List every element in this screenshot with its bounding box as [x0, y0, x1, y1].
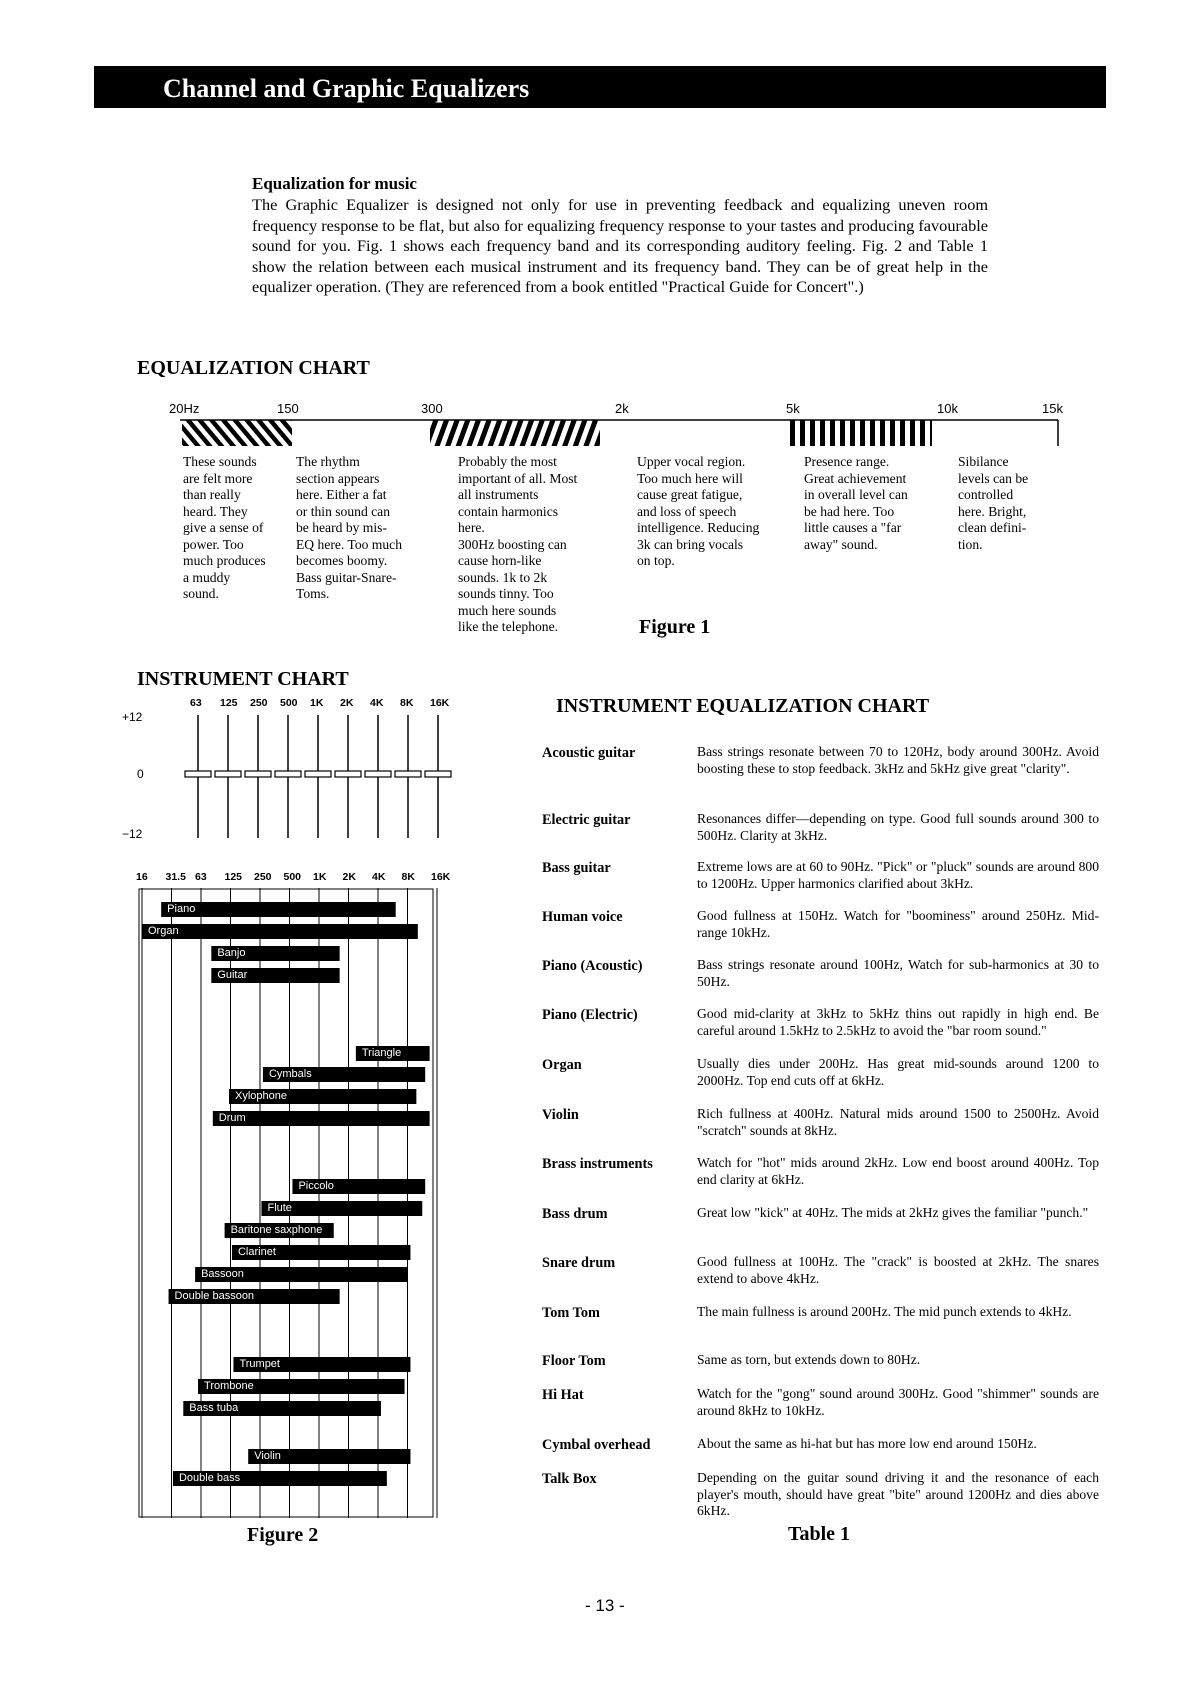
instrument-range-label: Flute	[263, 1202, 295, 1214]
figure-1-caption: Figure 1	[639, 616, 711, 638]
band-mid	[430, 420, 600, 446]
instrument-name: Organ	[542, 1057, 582, 1073]
instrument-range-bar	[142, 924, 418, 939]
instrument-range-label: Organ	[144, 925, 183, 937]
instrument-description: Good mid-clarity at 3kHz to 5kHz thins out rapidly in high end. Be careful around 1.5kHz to 2.5kHz to avoid the "bar room sound."	[697, 1006, 1099, 1038]
band-desc-5: Presence range. Great achievement in overall level can be had here. Too little causes a "far away" sound.	[804, 454, 908, 552]
instrument-range-label: Clarinet	[234, 1246, 280, 1258]
instrument-name: Tom Tom	[542, 1305, 600, 1321]
instrument-description: Depending on the guitar sound driving it and the resonance of each player's mouth, should have great "bite" around 1200Hz and dies above 6kHz.	[697, 1470, 1099, 1518]
freq-label-300: 300	[421, 401, 443, 416]
instrument-range-label: Piano	[163, 903, 199, 915]
instrument-description: About the same as hi-hat but has more low end around 150Hz.	[697, 1436, 1037, 1451]
instrument-name: Floor Tom	[542, 1353, 606, 1369]
db-label-plus12: +12	[122, 710, 143, 724]
band-desc-4: Upper vocal region. Too much here will cause great fatigue, and loss of speech intelligence. Reducing 3k can bring vocals on top.	[637, 454, 760, 568]
instrument-description: Good fullness at 100Hz. The "crack" is boosted at 2kHz. The snares extend to above 4kHz.	[697, 1254, 1099, 1286]
range-freq-label: 31.5	[165, 871, 186, 883]
instrument-name: Piano (Electric)	[542, 1007, 638, 1023]
freq-label-20hz: 20Hz	[169, 401, 200, 416]
range-freq-label: 4K	[372, 871, 386, 883]
range-freq-label: 16	[136, 871, 148, 883]
freq-label-2k: 2k	[615, 401, 629, 416]
instrument-range-label: Double bassoon	[171, 1290, 259, 1302]
instrument-range-label: Drum	[215, 1112, 250, 1124]
fader-freq-label: 125	[220, 697, 238, 709]
instrument-range-label: Guitar	[213, 969, 251, 981]
fader-freq-label: 250	[250, 697, 268, 709]
freq-label-5k: 5k	[786, 401, 800, 416]
instrument-name: Cymbal overhead	[542, 1437, 651, 1453]
range-freq-label: 2K	[342, 871, 356, 883]
frequency-band-bar	[180, 414, 1060, 448]
fader-knob	[215, 771, 241, 777]
instrument-range-label: Bass tuba	[185, 1402, 242, 1414]
range-freq-label: 8K	[401, 871, 415, 883]
instrument-name: Hi Hat	[542, 1387, 584, 1403]
instrument-range-label: Piccolo	[294, 1180, 337, 1192]
instrument-description: Watch for the "gong" sound around 300Hz. Good "shimmer" sounds are around 8kHz to 10kHz.	[697, 1386, 1099, 1418]
fader-knob	[245, 771, 271, 777]
instrument-range-label: Double bass	[175, 1472, 244, 1484]
instrument-range-label: Xylophone	[231, 1090, 291, 1102]
db-label-0: 0	[137, 767, 144, 781]
instrument-chart-heading: INSTRUMENT CHART	[137, 668, 349, 690]
intro-heading: Equalization for music	[252, 174, 417, 193]
freq-label-10k: 10k	[937, 401, 958, 416]
fader-knob	[305, 771, 331, 777]
range-freq-label: 1K	[313, 871, 327, 883]
fader-freq-label: 500	[280, 697, 298, 709]
instrument-description: Bass strings resonate between 70 to 120Hz, body around 300Hz. Avoid boosting these to stop feedback. 3kHz and 5kHz give great "clarity".	[697, 744, 1099, 776]
instrument-name: Bass drum	[542, 1206, 608, 1222]
instrument-description: Good fullness at 150Hz. Watch for "boominess" around 250Hz. Mid-range 10kHz.	[697, 908, 1099, 940]
range-freq-label: 250	[254, 871, 272, 883]
fader-freq-label: 8K	[400, 697, 414, 709]
instrument-description: Same as torn, but extends down to 80Hz.	[697, 1352, 921, 1367]
intro-body: The Graphic Equalizer is designed not only for use in preventing feedback and equalizing uneven room frequency response to be flat, but also for equalizing frequency response to your tastes and producing favourable sound for you. Fig. 1 shows each frequency band and its corresponding auditory feeling. Fig. 2 and Table 1 show the relation between each musical instrument and its frequency band. They can be of great help in the equalizer operation. (They are referenced from a book entitled "Practical Guide for Concert".)	[252, 195, 988, 296]
freq-label-150: 150	[277, 401, 299, 416]
fader-knob	[425, 771, 451, 777]
instrument-name: Electric guitar	[542, 812, 631, 828]
instrument-name: Bass guitar	[542, 860, 611, 876]
fader-knob	[275, 771, 301, 777]
range-freq-label: 63	[195, 871, 207, 883]
page-title: Channel and Graphic Equalizers	[163, 74, 530, 103]
range-freq-label: 500	[283, 871, 302, 883]
fader-knob	[335, 771, 361, 777]
instrument-name: Piano (Acoustic)	[542, 958, 643, 974]
fader-freq-label: 16K	[430, 697, 450, 709]
fader-knob	[185, 771, 211, 777]
band-presence	[788, 420, 930, 446]
band-desc-3: Probably the most important of all. Most all instruments contain harmonics here. 300Hz boosting can cause horn-like sounds. 1k to 2k sounds tinny. Too much here sounds like the telephone.	[458, 454, 578, 634]
instrument-description: The main fullness is around 200Hz. The mid punch extends to 4kHz.	[697, 1304, 1072, 1319]
instrument-name: Violin	[542, 1107, 579, 1123]
figure-2-caption: Figure 2	[247, 1524, 319, 1546]
instrument-range-label: Trombone	[200, 1380, 258, 1392]
range-freq-label: 125	[224, 871, 243, 883]
instrument-name: Acoustic guitar	[542, 745, 636, 761]
page-number: - 13 -	[585, 1596, 625, 1615]
instrument-description: Bass strings resonate around 100Hz, Watch for sub-harmonics at 30 to 50Hz.	[697, 957, 1099, 989]
instrument-name: Talk Box	[542, 1471, 597, 1487]
instrument-range-label: Bassoon	[197, 1268, 248, 1280]
fader-knob	[395, 771, 421, 777]
freq-label-15k: 15k	[1042, 401, 1063, 416]
band-sub-bass	[182, 420, 292, 446]
instrument-name: Brass instruments	[542, 1156, 653, 1172]
eq-chart-heading: EQUALIZATION CHART	[137, 357, 370, 379]
instrument-range-label: Baritone saxphone	[227, 1224, 327, 1236]
fader-knob	[365, 771, 391, 777]
band-desc-2: The rhythm section appears here. Either a fat or thin sound can be heard by mis- EQ here. Too much becomes boomy. Bass guitar-Snare- Toms.	[296, 454, 403, 601]
range-freq-label: 16K	[431, 871, 451, 883]
db-label-minus12: −12	[122, 827, 143, 841]
fader-freq-label: 1K	[310, 697, 324, 709]
instrument-name: Human voice	[542, 909, 623, 925]
instrument-description: Great low "kick" at 40Hz. The mids at 2kHz gives the familiar "punch."	[697, 1205, 1089, 1220]
fader-freq-label: 2K	[340, 697, 354, 709]
instrument-range-label: Banjo	[213, 947, 249, 959]
instrument-description: Resonances differ—depending on type. Good full sounds around 300 to 500Hz. Clarity at 3kHz.	[697, 811, 1099, 843]
fader-freq-label: 63	[190, 697, 202, 709]
instrument-range-label: Trumpet	[235, 1358, 284, 1370]
band-desc-1: These sounds are felt more than really heard. They give a sense of power. Too much produces a muddy sound.	[183, 454, 266, 601]
instrument-description: Rich fullness at 400Hz. Natural mids around 1500 to 2500Hz. Avoid "scratch" sounds at 8kHz.	[697, 1106, 1099, 1138]
instrument-range-label: Cymbals	[265, 1068, 316, 1080]
instrument-description: Watch for "hot" mids around 2kHz. Low end boost around 400Hz. Top end clarity at 6kHz.	[697, 1155, 1099, 1187]
instrument-description: Extreme lows are at 60 to 90Hz. "Pick" or "pluck" sounds are around 800 to 1200Hz. Upper harmonics clarified about 3kHz.	[697, 859, 1099, 891]
instrument-range-label: Triangle	[358, 1047, 405, 1059]
band-desc-6: Sibilance levels can be controlled here. Bright, clean defini- tion.	[958, 454, 1029, 552]
instrument-description: Usually dies under 200Hz. Has great mid-sounds around 1200 to 2000Hz. Top end cuts off at 6kHz.	[697, 1056, 1099, 1088]
instrument-eq-chart-heading: INSTRUMENT EQUALIZATION CHART	[556, 695, 930, 717]
instrument-name: Snare drum	[542, 1255, 616, 1271]
fader-freq-label: 4K	[370, 697, 384, 709]
fader-graphic	[180, 710, 460, 840]
table-1-caption: Table 1	[788, 1523, 851, 1545]
instrument-range-label: Violin	[250, 1450, 285, 1462]
